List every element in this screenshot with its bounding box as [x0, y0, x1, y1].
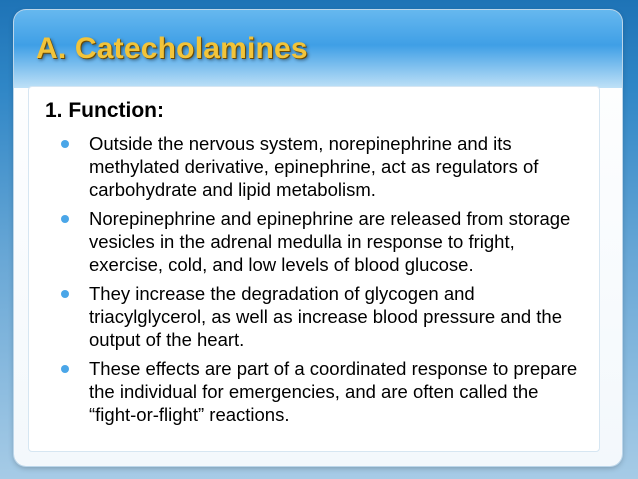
round-bullet-icon	[61, 290, 69, 298]
bullet-list	[53, 132, 583, 432]
section-heading: 1. Function:	[45, 99, 164, 122]
list-item	[53, 282, 583, 351]
slide-title: A. Catecholamines	[36, 32, 308, 65]
round-bullet-icon	[61, 215, 69, 223]
content-panel	[28, 86, 600, 452]
list-item	[53, 132, 583, 201]
round-bullet-icon	[61, 365, 69, 373]
list-item	[53, 357, 583, 426]
bullet-text: Norepinephrine and epinephrine are released from storage vesicles in the adrenal medulla in response to fright, exercise, cold, and low levels of blood glucose.	[89, 208, 571, 275]
list-item	[53, 207, 583, 276]
bullet-text: They increase the degradation of glycogen and triacylglycerol, as well as increase blood pressure and the output of the heart.	[89, 283, 563, 350]
round-bullet-icon	[61, 140, 69, 148]
bullet-text: Outside the nervous system, norepinephrine and its methylated derivative, epinephrine, act as regulators of carbohydrate and lipid metabolism.	[89, 133, 539, 200]
bullet-text: These effects are part of a coordinated response to prepare the individual for emergencies, and are often called the “fight-or-flight” reactions.	[89, 358, 578, 425]
